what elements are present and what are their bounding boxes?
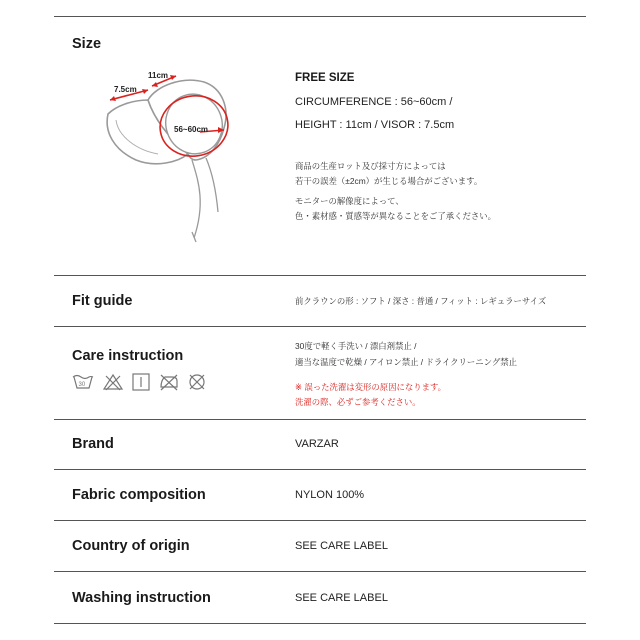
care-icons [72,372,212,392]
no-iron-icon [158,373,180,391]
size-note-2b: 色・素材感・質感等が異なることをご了承ください。 [295,211,496,221]
washing-instruction-label: Washing instruction [72,590,211,606]
fabric-composition-value: NYLON 100% [295,489,365,501]
divider-origin-washing [54,571,586,572]
washing-instruction-value: SEE CARE LABEL [295,592,388,604]
height-visor-text: HEIGHT : 11cm / VISOR : 7.5cm [295,119,455,131]
care-instruction-label: Care instruction [72,348,184,364]
size-note-1a: 商品の生産ロット及び採寸方によっては [295,161,446,171]
country-of-origin-value: SEE CARE LABEL [295,540,388,552]
no-dry-clean-icon [186,373,208,391]
divider-fabric-origin [54,520,586,521]
free-size-title: FREE SIZE [295,72,355,84]
country-of-origin-label: Country of origin [72,538,190,554]
height-measure-label: 11cm [148,71,169,80]
hat-size-diagram [96,62,246,262]
visor-measure-label: 7.5cm [114,85,137,94]
brand-value: VARZAR [295,438,339,450]
circumference-measure-label: 56~60cm [174,125,209,134]
care-warning-2: 洗濯の際、必ずご参考ください。 [295,397,421,407]
fabric-composition-label: Fabric composition [72,487,206,503]
no-bleach-icon [102,373,124,391]
hand-wash-30-icon [72,373,94,391]
fit-guide-value: 前クラウンの形 : ソフト / 深さ : 普通 / フィット : レギュラーサイズ [295,296,547,306]
svg-text:30: 30 [78,382,86,388]
hat-string-right [206,158,218,212]
care-line-2: 適当な温度で乾燥 / アイロン禁止 / ドライクリーニング禁止 [295,357,517,367]
size-label: Size [72,36,102,52]
size-note-1b: 若干の誤差（±2cm）が生じる場合がございます。 [295,176,483,186]
divider-brand-fabric [54,469,586,470]
divider-fit-care [54,326,586,327]
hat-string-left [192,160,200,238]
size-note-2a: モニターの解像度によって、 [295,196,404,206]
care-warning-1: ※ 誤った洗濯は変形の原因になります。 [295,382,447,392]
bottom-divider [54,623,586,624]
divider-size-fit [54,275,586,276]
tumble-dry-icon [130,373,152,391]
brand-label: Brand [72,436,114,452]
divider-care-brand [54,419,586,420]
fit-guide-label: Fit guide [72,293,133,309]
top-divider [54,16,586,17]
care-line-1: 30度で軽く手洗い / 漂白剤禁止 / [295,341,417,351]
circumference-text: CIRCUMFERENCE : 56~60cm / [295,96,453,108]
